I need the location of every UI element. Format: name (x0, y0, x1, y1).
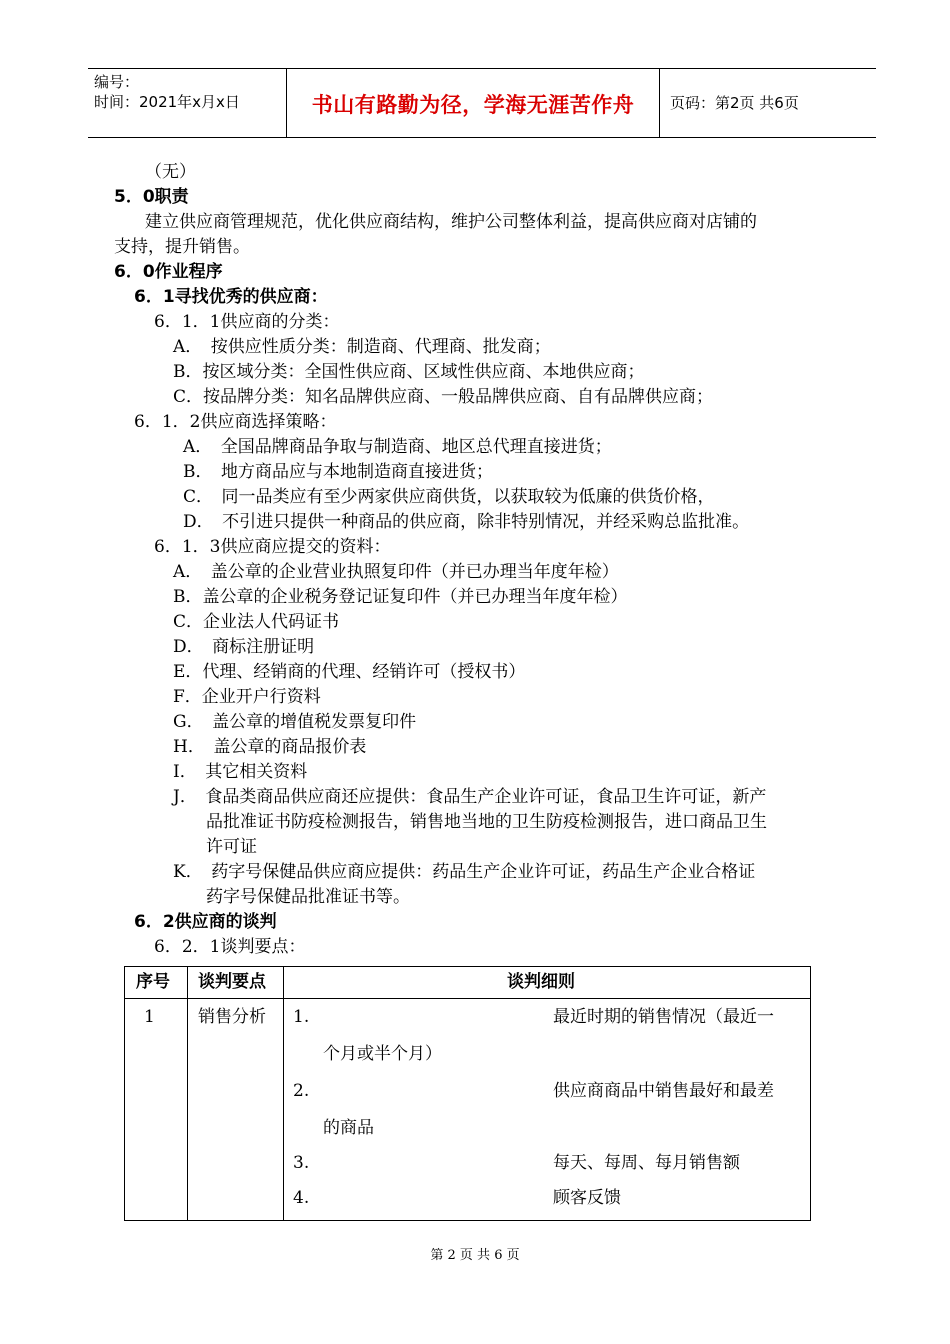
detail-item-number: 3. (293, 1153, 310, 1173)
detail-item-continuation: 的商品 (323, 1118, 374, 1138)
list-item: J． 食品类商品供应商还应提供：食品生产企业许可证，食品卫生许可证，新产 (173, 787, 767, 807)
section-5-title: 5．0职责 (114, 187, 189, 207)
list-item: K． 药字号保健品供应商应提供：药品生产企业许可证，药品生产企业合格证 (173, 862, 756, 882)
list-item-continuation: 品批准证书防疫检测报告，销售地当地的卫生防疫检测报告，进口商品卫生 (206, 812, 767, 832)
detail-item-text: 最近时期的销售情况（最近一 (553, 1007, 774, 1027)
list-item-continuation: 药字号保健品批准证书等。 (206, 887, 410, 907)
detail-item-number: 2. (293, 1081, 310, 1101)
detail-item-number: 1. (293, 1007, 310, 1027)
page-footer: 第 2 页 共 6 页 (430, 1248, 520, 1263)
list-item: C．企业法人代码证书 (173, 612, 340, 632)
negotiation-table (124, 966, 811, 1221)
motto: 书山有路勤为径，学海无涯苦作舟 (311, 93, 635, 117)
section-6-2-1-title: 6．2．1谈判要点： (154, 937, 306, 957)
header-motto-cell (287, 69, 660, 137)
table-cell-point: 销售分析 (198, 1007, 266, 1027)
table-cell-no: 1 (144, 1007, 155, 1027)
section-5-text-line-2: 支持，提升销售。 (114, 237, 250, 257)
list-item: F．企业开户行资料 (173, 687, 321, 707)
section-6-title: 6．0作业程序 (114, 262, 223, 282)
column-divider (187, 967, 188, 1220)
list-item: B．按区域分类：全国性供应商、区域性供应商、本地供应商； (173, 362, 645, 382)
list-item: A． 全国品牌商品争取与制造商、地区总代理直接进货； (183, 437, 612, 457)
list-item: A． 按供应性质分类：制造商、代理商、批发商； (173, 337, 551, 357)
section-6-1-title: 6．1寻找优秀的供应商： (134, 287, 328, 307)
page-label: 页码：第2页 共6页 (670, 94, 799, 112)
list-item: C．按品牌分类：知名品牌供应商、一般品牌供应商、自有品牌供应商； (173, 387, 714, 407)
column-divider (283, 967, 284, 1220)
header-page-cell (660, 69, 876, 137)
detail-item-continuation: 个月或半个月） (323, 1044, 442, 1064)
list-item: B．盖公章的企业税务登记证复印件（并已办理当年度年检） (173, 587, 628, 607)
list-item: D． 商标注册证明 (173, 637, 315, 657)
list-item: H． 盖公章的商品报价表 (173, 737, 367, 757)
number-label: 编号： (94, 73, 140, 91)
time-label: 时间：2021年x月x日 (94, 93, 240, 111)
list-item: C． 同一品类应有至少两家供应商供货，以获取较为低廉的供货价格， (183, 487, 715, 507)
header-info-cell (88, 69, 287, 137)
detail-item-text: 每天、每周、每月销售额 (553, 1153, 740, 1173)
list-item: B． 地方商品应与本地制造商直接进货； (183, 462, 493, 482)
list-item-continuation: 许可证 (206, 837, 257, 857)
list-item: G． 盖公章的增值税发票复印件 (173, 712, 417, 732)
section-5-text-line-1: 建立供应商管理规范，优化供应商结构，维护公司整体利益，提高供应商对店铺的 (145, 212, 757, 232)
detail-item-text: 顾客反馈 (553, 1188, 621, 1208)
none-note: （无） (145, 162, 196, 182)
table-header-point: 谈判要点 (198, 972, 266, 992)
table-header-no: 序号 (136, 972, 170, 992)
section-6-1-2-title: 6．1．2供应商选择策略： (134, 412, 337, 432)
list-item: E．代理、经销商的代理、经销许可（授权书） (173, 662, 526, 682)
detail-item-number: 4. (293, 1188, 310, 1208)
list-item: D． 不引进只提供一种商品的供应商，除非特别情况，并经采购总监批准。 (183, 512, 750, 532)
header-divider (125, 998, 810, 999)
section-6-1-1-title: 6．1．1供应商的分类： (154, 312, 340, 332)
list-item: I． 其它相关资料 (173, 762, 308, 782)
section-6-2-title: 6．2供应商的谈判 (134, 912, 277, 932)
section-6-1-3-title: 6．1．3供应商应提交的资料： (154, 537, 391, 557)
table-header-detail: 谈判细则 (507, 972, 575, 992)
detail-item-text: 供应商商品中销售最好和最差 (553, 1081, 774, 1101)
list-item: A． 盖公章的企业营业执照复印件（并已办理当年度年检） (173, 562, 619, 582)
page-header (88, 68, 876, 138)
